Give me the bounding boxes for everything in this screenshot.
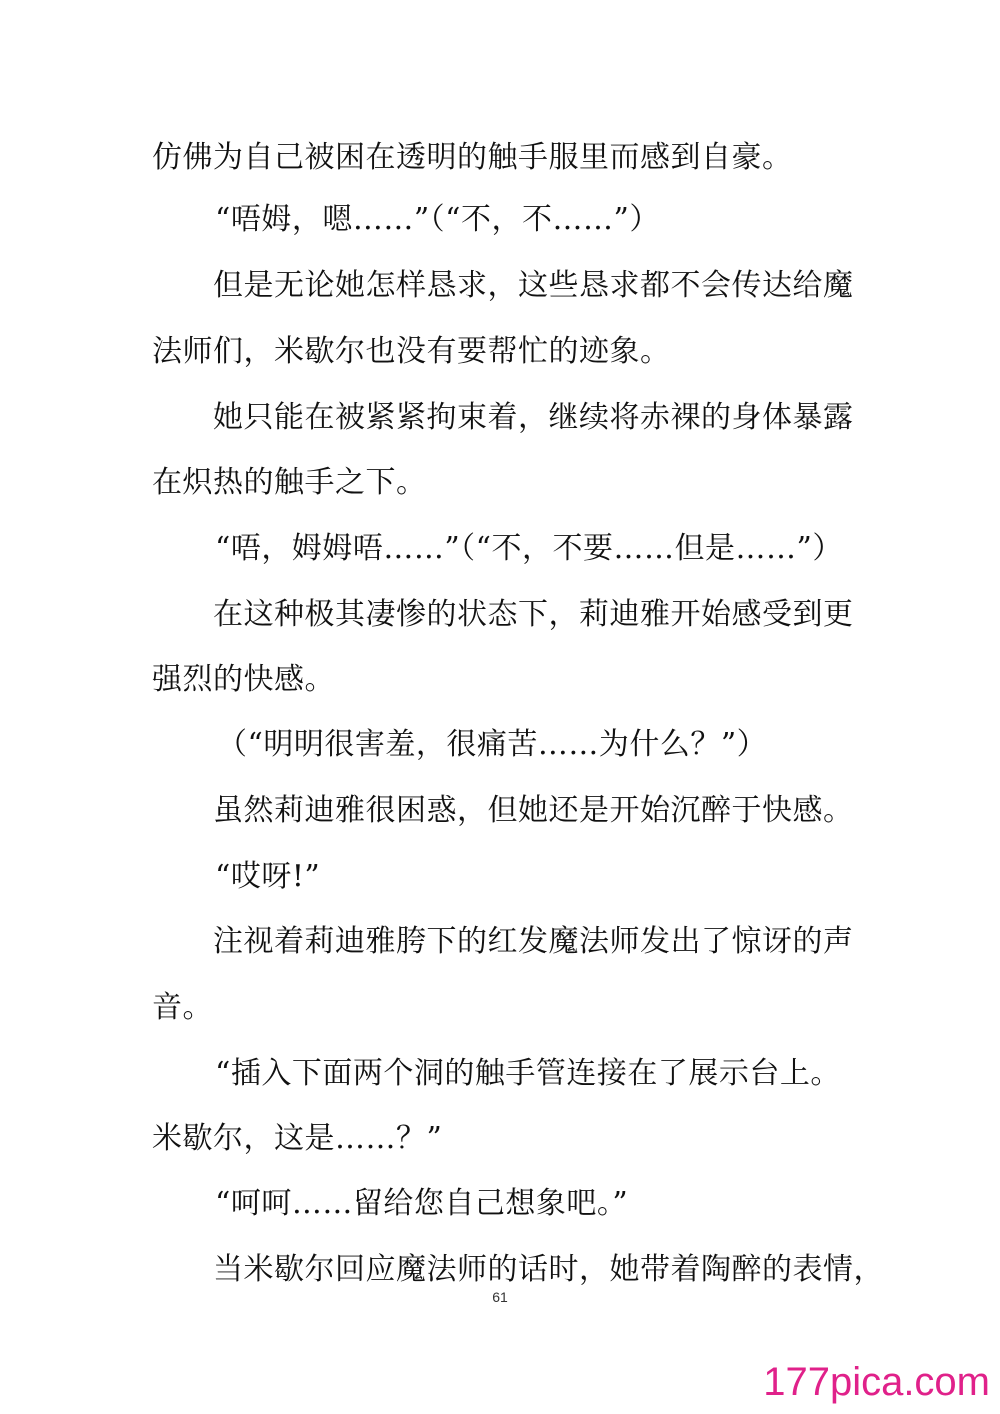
- page-number: 61: [492, 1289, 508, 1305]
- text-line: “唔，姆姆唔……”（“不，不要……但是……”）: [215, 531, 843, 566]
- text-line: 音。: [152, 990, 213, 1025]
- text-line: 法师们，米歇尔也没有要帮忙的迹象。: [152, 334, 671, 369]
- text-line: 注视着莉迪雅胯下的红发魔法师发出了惊讶的声: [213, 924, 854, 959]
- text-line: 米歇尔，这是……？”: [152, 1121, 443, 1156]
- text-line: 在炽热的触手之下。: [152, 465, 427, 500]
- text-line: 当米歇尔回应魔法师的话时，她带着陶醉的表情，: [213, 1252, 884, 1287]
- text-line: （“明明很害羞，很痛苦……为什么？”）: [217, 727, 768, 762]
- text-line: “插入下面两个洞的触手管连接在了展示台上。: [215, 1056, 841, 1091]
- watermark: 177pica.com: [763, 1360, 990, 1404]
- text-line: 在这种极其凄惨的状态下，莉迪雅开始感受到更: [213, 597, 854, 632]
- text-line: 仿佛为自己被困在透明的触手服里而感到自豪。: [152, 140, 793, 175]
- text-line: “呵呵……留给您自己想象吧。”: [215, 1186, 629, 1221]
- text-line: 她只能在被紧紧拘束着，继续将赤裸的身体暴露: [213, 400, 854, 435]
- text-line: 强烈的快感。: [152, 662, 335, 697]
- text-line: “唔姆，嗯……”（“不，不……”）: [215, 202, 660, 237]
- text-line: 但是无论她怎样恳求，这些恳求都不会传达给魔: [213, 268, 854, 303]
- text-line: “哎呀!”: [215, 859, 321, 894]
- text-line: 虽然莉迪雅很困惑，但她还是开始沉醉于快感。: [213, 793, 854, 828]
